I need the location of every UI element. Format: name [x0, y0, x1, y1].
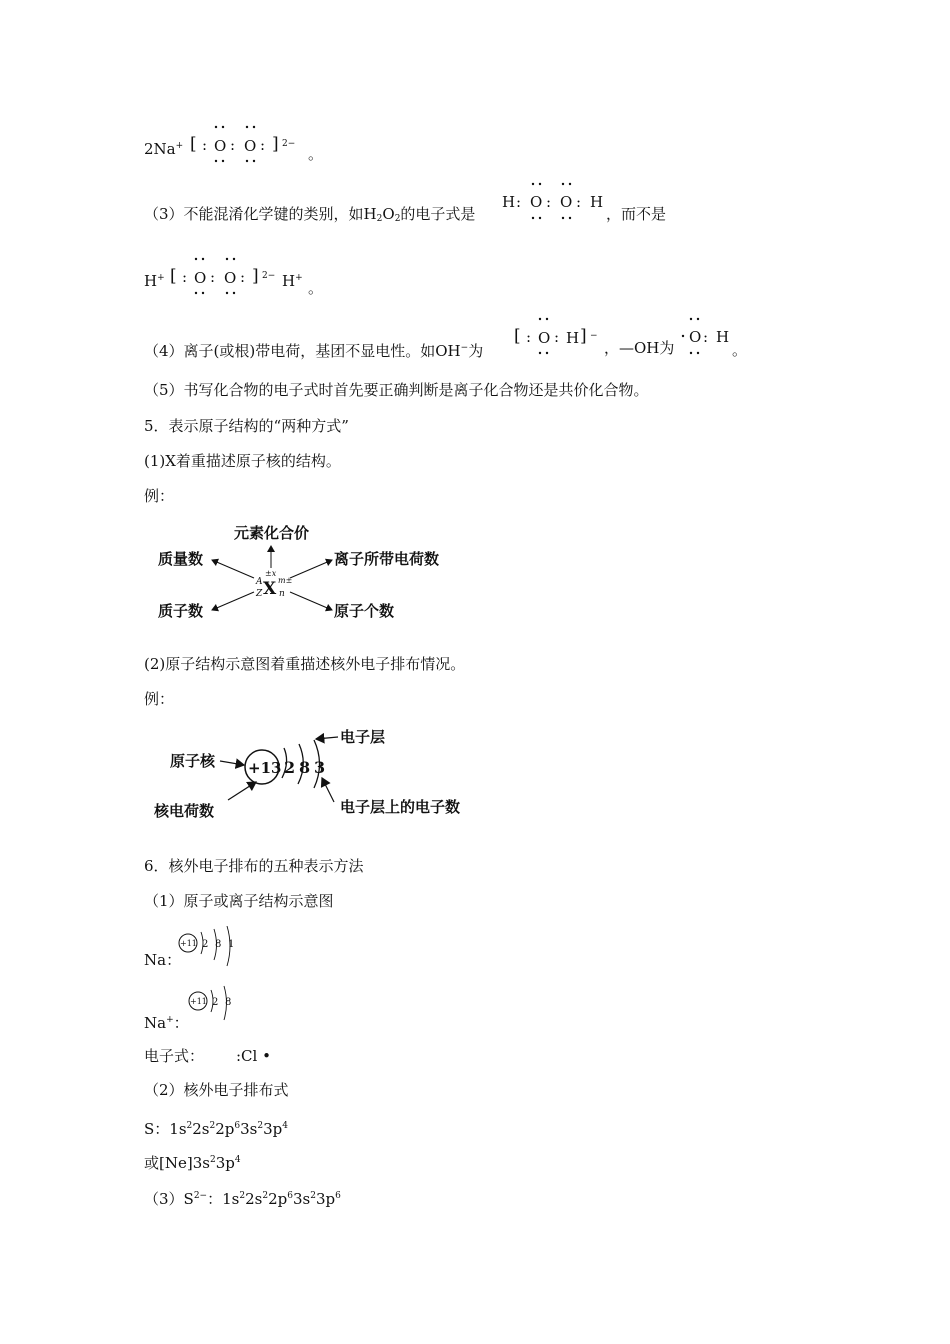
charge: −: [590, 331, 598, 341]
arrow-mass-number: [212, 560, 254, 578]
item-4: [144, 312, 864, 362]
colon: :: [554, 328, 560, 346]
label-shell-electrons: 电子层上的电子数: [340, 798, 461, 816]
electron-formula-label: 电子式：: [144, 1047, 205, 1065]
arrow-shell-electrons: [322, 778, 334, 802]
colon: :: [516, 193, 522, 211]
atomic-z: Z: [256, 589, 263, 599]
na-atom-diagram: [176, 926, 246, 968]
oxygen: O: [214, 137, 227, 155]
label-mass-number: 质量数: [158, 550, 204, 568]
m-pm: m±: [278, 576, 293, 585]
colon: :: [240, 268, 246, 286]
item-3-text-end: ，而不是: [606, 205, 667, 223]
oxygen: O: [224, 269, 237, 287]
colon: :: [260, 136, 266, 154]
n-sub: n: [279, 589, 285, 599]
lone-pair-dots: [524, 180, 584, 220]
label-atom-count: 原子个数: [334, 602, 395, 620]
lone-pair-dots: [674, 312, 714, 358]
arrow-nucleus: [220, 761, 244, 765]
example-label: 例：: [144, 690, 175, 708]
charge: 2−: [262, 271, 276, 281]
nucleus-charge: +13: [248, 759, 282, 777]
na-nucleus-charge: +11: [180, 939, 197, 948]
radical-oxygen: O: [689, 328, 702, 346]
ne-core-config: 或$[Ne]3s^23p^4$: [144, 1154, 241, 1172]
section-5-item-2: (2)原子结构示意图着重描述核外电子排布情况。: [144, 655, 466, 673]
cl-electron-formula: :Cl •: [236, 1047, 271, 1065]
lone-pair-dots: [534, 312, 564, 358]
h2o2-formula: H: [502, 193, 516, 211]
section-5-item-1: (1)X着重描述原子核的结构。: [144, 452, 341, 470]
mass-a: A: [256, 577, 263, 587]
nuclide-diagram: [150, 520, 460, 630]
colon: :: [576, 193, 582, 211]
hydrogen-ion: H+: [282, 272, 303, 290]
electrons-shell-1: 2: [284, 758, 296, 777]
oxygen: O: [538, 329, 551, 347]
electrons-shell-3: 3: [314, 758, 326, 777]
charge: 2−: [282, 139, 296, 149]
na-electrons-1: 2: [202, 939, 209, 950]
colon: :: [202, 136, 208, 154]
colon: :: [230, 136, 236, 154]
s-electron-config: S：$1s^22s^22p^63s^23p^4$: [144, 1120, 289, 1138]
label-charge-number: 核电荷数: [154, 802, 215, 820]
na-ion-nucleus-charge: +11: [190, 997, 207, 1006]
s2-ion-config: $(3)S^{2-}$：$1s^22s^22p^63s^23p^6$: [144, 1190, 341, 1208]
right-bracket: ]: [252, 266, 259, 286]
label-valence: 元素化合价: [234, 524, 310, 542]
na-electrons-3: 1: [228, 939, 235, 950]
section-5-title: 5．表示原子结构的“两种方式”: [144, 417, 349, 435]
hydrogen: H: [566, 329, 580, 347]
na-prefix: 2Na+: [144, 140, 184, 158]
section-6-item-2: （2）核外电子排布式: [144, 1081, 289, 1099]
item-3: [144, 180, 844, 230]
right-bracket: ]: [272, 134, 279, 154]
electrons-shell-2: 8: [299, 758, 311, 777]
arrow-charge-number: [228, 782, 256, 800]
oxygen: O: [244, 137, 257, 155]
period: 。: [732, 341, 748, 359]
left-bracket: [: [170, 266, 177, 286]
label-nucleus: 原子核: [170, 752, 216, 770]
arrow-electron-shell: [316, 737, 338, 739]
label-ion-charge: 离子所带电荷数: [334, 550, 440, 568]
atom-structure-diagram: [150, 720, 490, 830]
item-4-text-mid: ，—OH为: [604, 339, 675, 357]
arrow-atom-count: [290, 592, 332, 610]
colon: :: [703, 328, 709, 346]
arrow-proton-number: [212, 592, 254, 610]
colon: :: [182, 268, 188, 286]
oxygen: O: [560, 193, 573, 211]
example-label: 例：: [144, 487, 175, 505]
item-5: （5）书写化合物的电子式时首先要正确判断是离子化合物还是共价化合物。: [144, 381, 649, 399]
colon: :: [210, 268, 216, 286]
na-ion-label: Na+：: [144, 1014, 189, 1032]
oxygen: O: [530, 193, 543, 211]
na-ion-electrons-1: 2: [212, 997, 219, 1008]
hydrogen: H: [590, 193, 604, 211]
na-electrons-2: 8: [215, 939, 222, 950]
lone-pair-dots: [184, 252, 264, 298]
hydrogen-ion: H+: [144, 272, 165, 290]
period: 。: [308, 145, 324, 163]
label-electron-shell: 电子层: [340, 728, 386, 746]
element-x: X: [263, 579, 277, 599]
period: 。: [308, 279, 324, 297]
left-bracket: [: [190, 134, 197, 154]
section-6-title: 6．核外电子排布的五种表示方法: [144, 857, 364, 875]
hydrogen: H: [716, 328, 730, 346]
item-3-text: （3）不能混淆化学键的类别，如$H_2O_2$的电子式是: [144, 205, 476, 224]
item-4-text: （4）离子(或根)带电荷，基团不显电性。如OH−为: [144, 342, 484, 360]
lone-pair-dots: [204, 120, 284, 166]
na-ion-electrons-2: 8: [225, 997, 232, 1008]
arrow-ion-charge: [290, 560, 332, 578]
left-bracket: [: [514, 326, 521, 346]
colon: :: [546, 193, 552, 211]
na-atom-label: Na：: [144, 951, 182, 969]
pm-x: ±x: [265, 569, 277, 578]
label-proton-number: 质子数: [158, 602, 204, 620]
na-ion-diagram: [186, 984, 236, 1024]
oxygen: O: [194, 269, 207, 287]
colon: :: [526, 328, 532, 346]
right-bracket: ]: [580, 326, 587, 346]
section-6-item-1: （1）原子或离子结构示意图: [144, 892, 334, 910]
